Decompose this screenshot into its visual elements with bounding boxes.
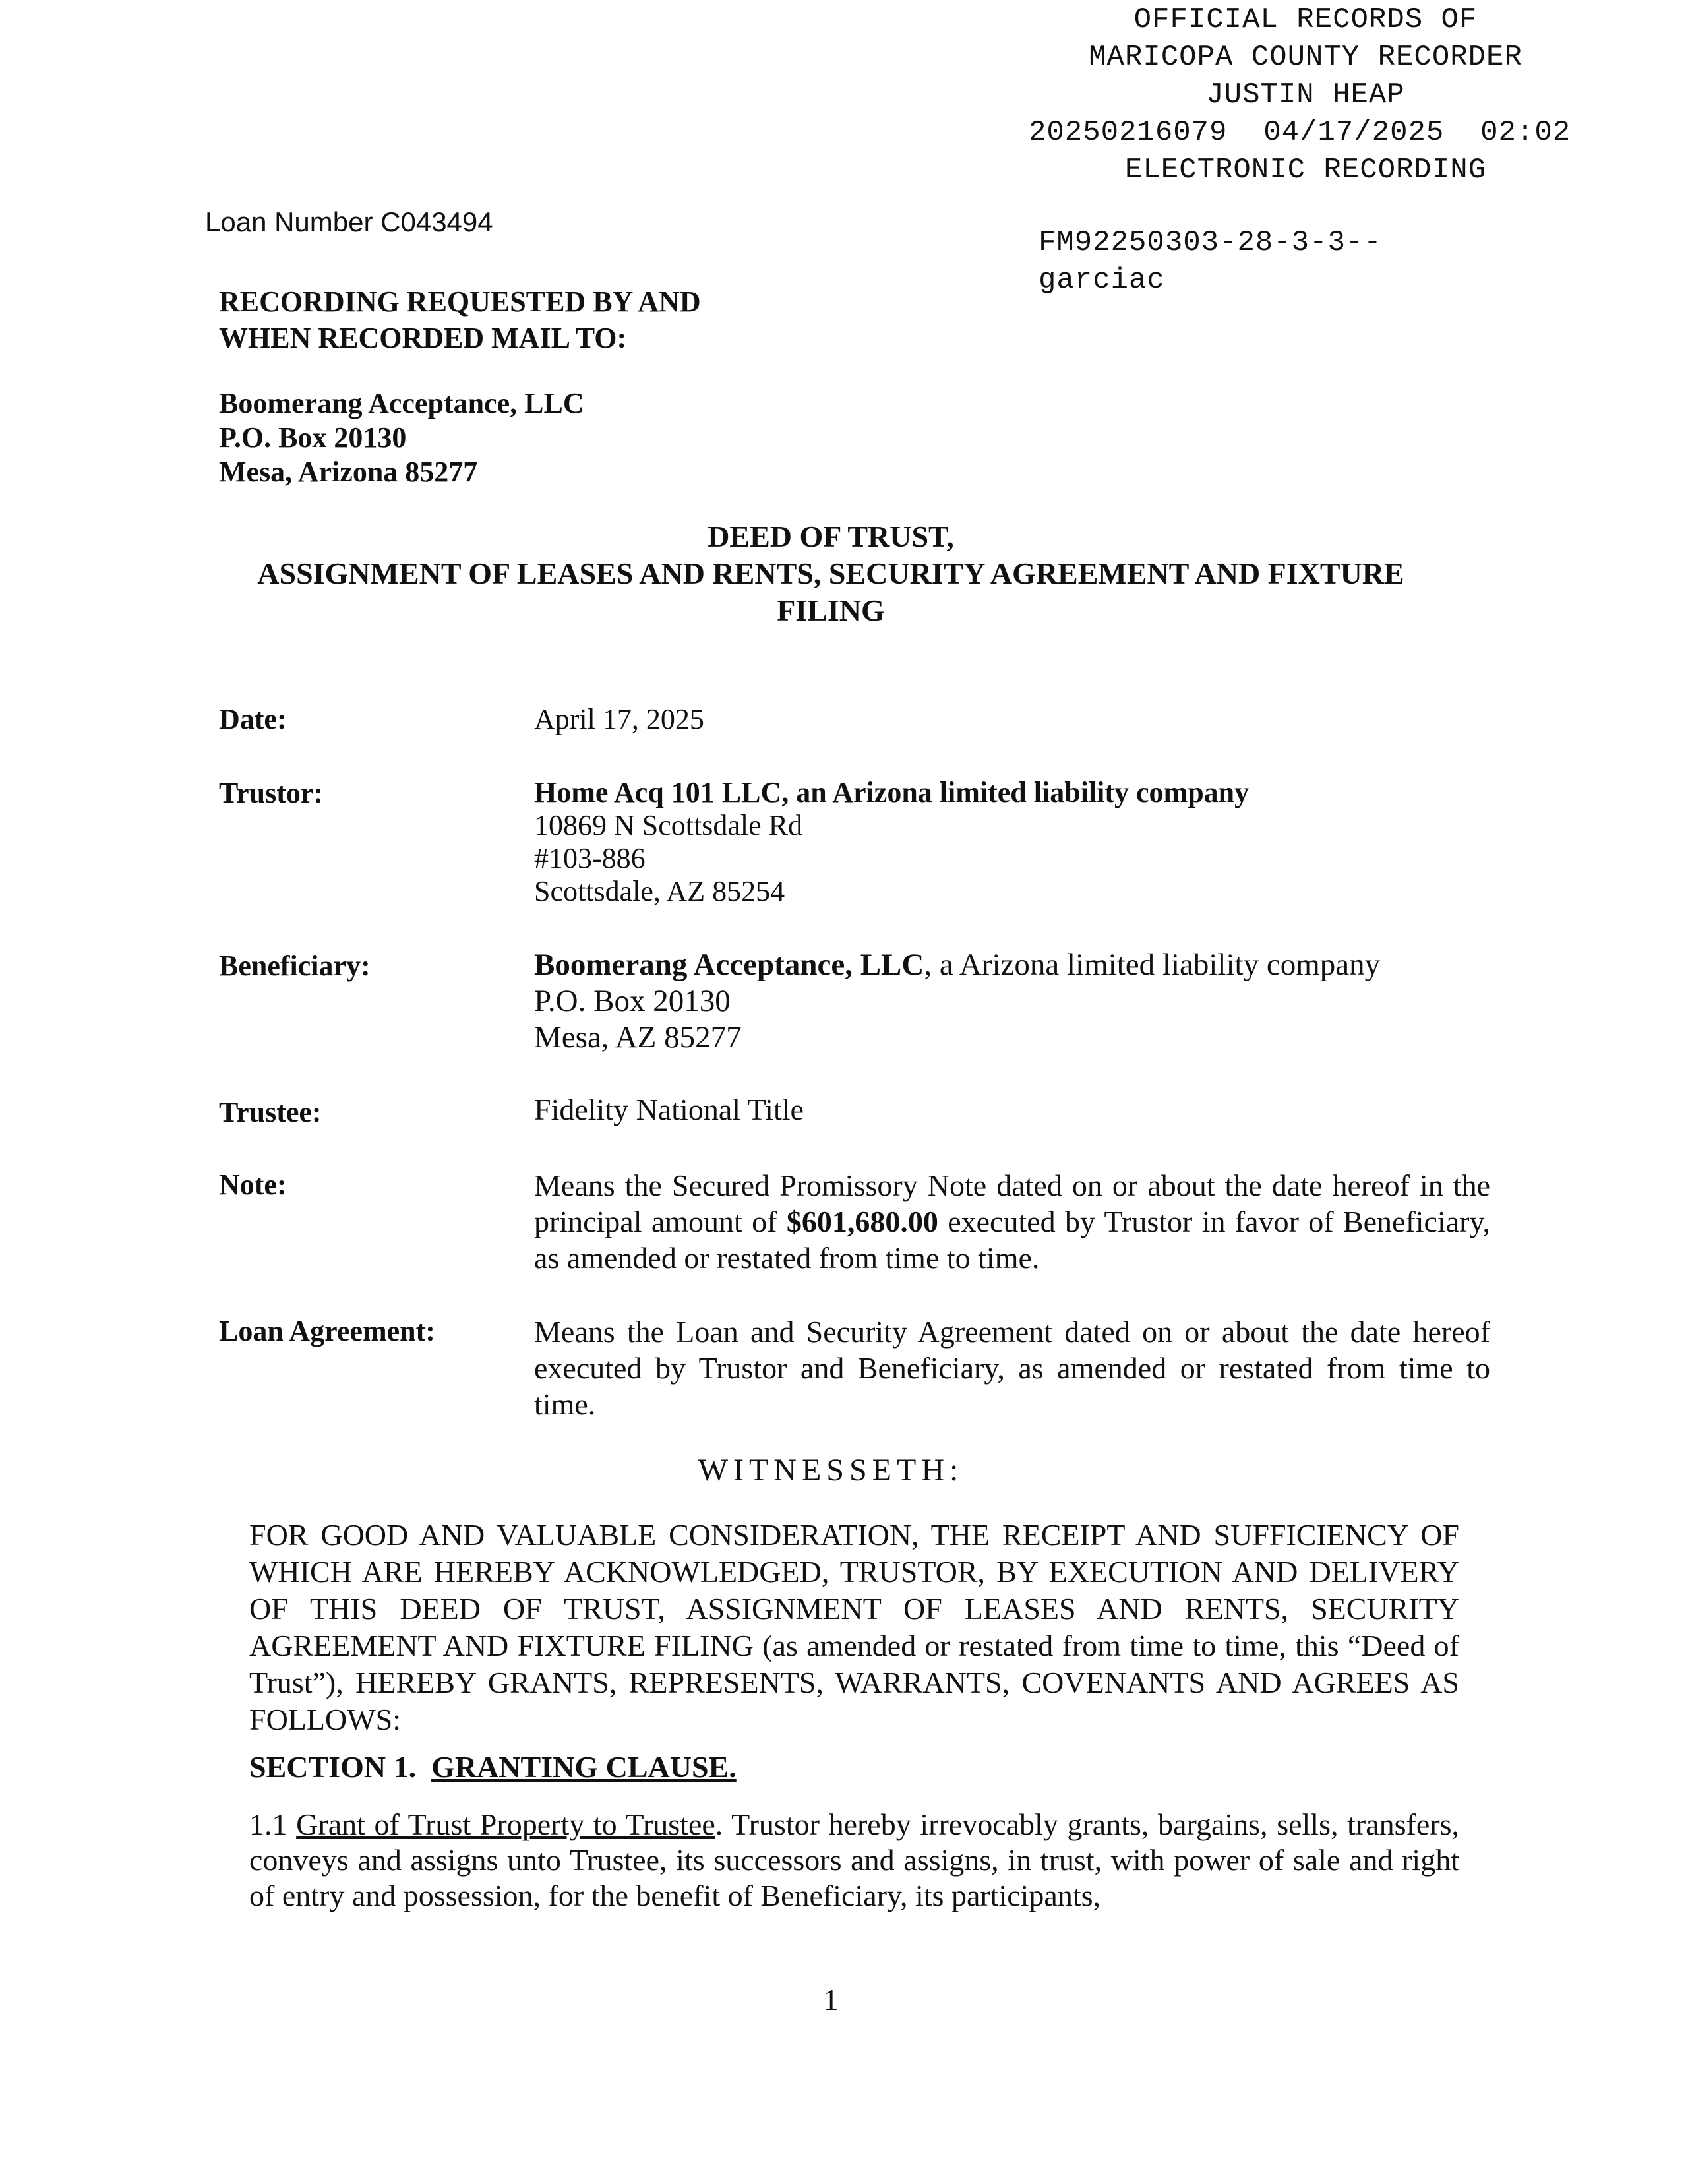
- document-title-line: DEED OF TRUST,: [708, 520, 954, 553]
- note-principal-amount: $601,680.00: [786, 1205, 938, 1238]
- beneficiary-entity: , a Arizona limited liability company: [924, 948, 1381, 982]
- document-title: [198, 518, 1464, 629]
- trustor-label: Trustor:: [219, 777, 324, 809]
- paragraph-number: 1.1: [249, 1807, 287, 1841]
- beneficiary-address-line: P.O. Box 20130: [534, 984, 731, 1018]
- section-paragraph: [249, 1807, 1459, 1914]
- recorder-stamp: [1029, 1, 1675, 189]
- recorder-stamp-line: MARICOPA COUNTY RECORDER: [1089, 41, 1522, 74]
- recorder-stamp-line: JUSTIN HEAP: [1206, 78, 1405, 111]
- witnesseth-heading: WITNESSETH:: [698, 1453, 964, 1488]
- trustor-name: Home Acq 101 LLC, an Arizona limited liability company: [534, 776, 1250, 808]
- file-code-line: FM92250303-28-3-3--: [1039, 226, 1382, 259]
- mail-to-po-box: P.O. Box 20130: [219, 421, 407, 454]
- beneficiary-address-line: Mesa, AZ 85277: [534, 1020, 742, 1054]
- note-label: Note:: [219, 1168, 287, 1201]
- beneficiary-label: Beneficiary:: [219, 950, 371, 982]
- recording-number-line: 20250216079 04/17/2025 02:02: [1029, 116, 1571, 149]
- consideration-paragraph: FOR GOOD AND VALUABLE CONSIDERATION, THE RECEIPT AND SUFFICIENCY OF WHICH ARE HEREBY ACKNOWLEDGED, TRUSTOR, BY EXECUTION AND DELIVERY OF THIS DEED OF TRUST, ASSIGNMENT OF LEASES AND RENTS, SECURITY AGREEMENT AND FIXTURE FILING (as amended or restated from time to time, this “Deed of Trust”), HEREBY GRANTS, REPRESENTS, WARRANTS, COVENANTS AND AGREES AS FOLLOWS:: [249, 1518, 1459, 1736]
- beneficiary-name: Boomerang Acceptance, LLC: [534, 948, 924, 982]
- section-title: GRANTING CLAUSE.: [431, 1750, 737, 1784]
- date-label: Date:: [219, 703, 287, 735]
- beneficiary-name-line: [534, 947, 1490, 983]
- section-heading: [249, 1749, 737, 1786]
- file-code: [1039, 224, 1500, 299]
- trustor-address-line: Scottsdale, AZ 85254: [534, 875, 785, 907]
- recorder-stamp-line: OFFICIAL RECORDS OF: [1133, 3, 1478, 36]
- mail-to-address: [219, 386, 584, 489]
- recorder-stamp-line: ELECTRONIC RECORDING: [1124, 154, 1487, 187]
- beneficiary-block: [534, 947, 1490, 1056]
- page-number: 1: [823, 1983, 839, 2017]
- date-value: April 17, 2025: [534, 703, 704, 735]
- note-value: [534, 1167, 1490, 1276]
- paragraph-title: Grant of Trust Property to Trustee: [296, 1807, 715, 1841]
- document-title-line: FILING: [777, 593, 885, 627]
- note-text: executed by Trustor in favor of Beneficiary, as amended or restated from time to time.: [534, 1205, 1490, 1275]
- trustor-address-line: #103-886: [534, 842, 646, 874]
- trustor-block: [534, 776, 1490, 908]
- loan-agreement-value: Means the Loan and Security Agreement dated on or about the date hereof executed by Trustor and Beneficiary, as amended or restated from time to time.: [534, 1315, 1490, 1421]
- mail-to-heading: [219, 284, 701, 356]
- loan-number: Loan Number C043494: [205, 206, 493, 237]
- trustee-value: Fidelity National Title: [534, 1093, 804, 1126]
- document-title-line: ASSIGNMENT OF LEASES AND RENTS, SECURITY AGREEMENT AND FIXTURE: [257, 557, 1404, 590]
- paragraph-text: . Trustor hereby irrevocably grants, bargains, sells, transfers, conveys and assigns unto Trustee, its successors and assigns, in trust, with power of sale and right of entry and possession, for the benefit of Beneficiary, its participants,: [249, 1807, 1459, 1912]
- file-code-user: garciac: [1039, 264, 1165, 297]
- mail-to-city: Mesa, Arizona 85277: [219, 456, 478, 488]
- mail-to-heading-line: RECORDING REQUESTED BY AND: [219, 286, 701, 318]
- mail-to-heading-line: WHEN RECORDED MAIL TO:: [219, 322, 627, 354]
- note-text: Means the Secured Promissory Note dated on or about the date hereof in the principal amount of: [534, 1168, 1490, 1238]
- trustee-label: Trustee:: [219, 1096, 322, 1128]
- section-number: SECTION 1.: [249, 1750, 417, 1784]
- loan-agreement-label: Loan Agreement:: [219, 1315, 435, 1347]
- trustor-address-line: 10869 N Scottsdale Rd: [534, 809, 802, 841]
- mail-to-name: Boomerang Acceptance, LLC: [219, 387, 584, 419]
